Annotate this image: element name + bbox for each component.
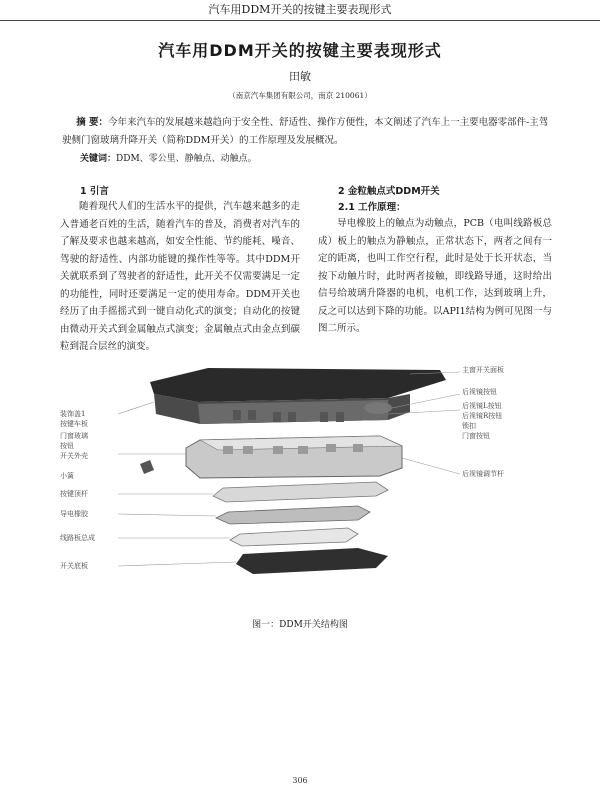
- switch-base: [236, 548, 388, 574]
- button-cap: [320, 412, 328, 422]
- callout-left-7: 按键顶杆: [60, 490, 88, 498]
- callout-left-2: 按键车板: [60, 420, 88, 428]
- callout-right-2: 后视镜按钮: [462, 388, 497, 396]
- push-rod-plate: [213, 482, 388, 502]
- keywords: [80, 151, 257, 164]
- callout-right-4: 后视镜R按钮: [462, 412, 503, 420]
- callout-left-1: 装饰盖1: [60, 410, 86, 418]
- keywords-label: 关键词：: [80, 154, 117, 164]
- button-cap: [288, 412, 296, 422]
- section-heading-intro: 1 引言: [80, 186, 109, 197]
- callout-right-1: 主窗开关面板: [462, 366, 504, 374]
- section-2-paragraph: 导电橡胶上的触点为动触点，PCB（电叫线路板总成）板上的触点为静触点，正常状态下，两者之间有一定的距离，也叫工作空行程，此时是处于长开状态，当按下动触片时，此时两者接触，即线路导通，这时给出信号给玻璃升降器的电机，电机工作，达到玻璃上升，反之可以达到下降的功能。以API1结构为例可见图一与图二所示。: [318, 218, 552, 334]
- ddm-structure-figure: [58, 362, 558, 592]
- callout-right-5: 锁扣: [462, 422, 476, 430]
- affiliation: （南京汽车集团有限公司，南京 210061）: [228, 91, 372, 100]
- button-cap: [336, 412, 344, 422]
- callout-left-6: 小簧: [60, 472, 74, 480]
- abstract-label: 摘 要：: [76, 117, 109, 128]
- housing-pocket: [273, 446, 283, 454]
- callout-left-3: 门窗玻璃: [60, 432, 88, 440]
- button-cap: [233, 410, 241, 420]
- button-cap: [248, 410, 256, 420]
- callout-left-10: 开关底板: [60, 562, 88, 570]
- mirror-knob: [364, 402, 392, 414]
- paper-title: 汽车用DDM开关的按键主要表现形式: [158, 41, 442, 60]
- section-heading-2: 2 金粒触点式DDM开关: [338, 186, 440, 197]
- author: 田敏: [289, 70, 311, 83]
- pcb-assembly: [230, 528, 358, 546]
- callout-right-6: 门窗按钮: [462, 432, 490, 440]
- housing-pocket: [223, 446, 233, 454]
- callout-left-9: 线路板总成: [60, 534, 95, 542]
- running-header: 汽车用DDM开关的按键主要表现形式: [0, 0, 600, 21]
- button-cap: [273, 412, 281, 422]
- callout-left-4: 按钮: [60, 442, 74, 450]
- housing-pocket: [353, 444, 363, 452]
- abstract-text: 今年来汽车的发展越来越趋向于安全性、舒适性、操作方便性，本文阐述了汽车上一主要电器零部件-主驾驶侧门窗玻璃升降开关（简称DDM开关）的工作原理及发展概况。: [62, 117, 549, 146]
- abstract: [62, 114, 552, 150]
- page-number: 306: [292, 776, 308, 785]
- housing-pocket: [243, 446, 253, 454]
- housing-pocket: [298, 446, 308, 454]
- conductive-rubber: [216, 506, 370, 524]
- intro-paragraph: 随着现代人们的生活水平的提供，汽车越来越多的走入普通老百姓的生活，随着汽车的普及，消费者对汽车的了解及要求也越来越高，如安全性能、节约能耗、噪音、驾驶的舒适性、内部功能键的操作性等等。其中DDM开关就联系到了驾驶者的舒适性，此开关不仅需要满足一定的功能性，同时还要满足一定的使用寿命。DDM开关也经历了由手摇摇式到一键自动化式的演变；自动化的按键由微动开关式到金属触点式演变；金属触点式由金点到碳粒到混合层丝的演变。: [60, 201, 300, 352]
- subsection-heading-2-1: 2.1 工作原理：: [338, 202, 406, 213]
- small-spring: [140, 460, 154, 474]
- callout-left-5: 开关外壳: [60, 452, 88, 460]
- callout-left-8: 导电橡胶: [60, 510, 88, 518]
- callout-right-3: 后视镜L按钮: [462, 402, 502, 410]
- housing-pocket: [326, 444, 336, 452]
- keywords-text: DDM、零公里、静触点、动触点。: [116, 154, 257, 164]
- callout-right-7: 后视镜调节杆: [462, 470, 504, 478]
- figure-caption: 图一：DDM开关结构图: [252, 620, 348, 630]
